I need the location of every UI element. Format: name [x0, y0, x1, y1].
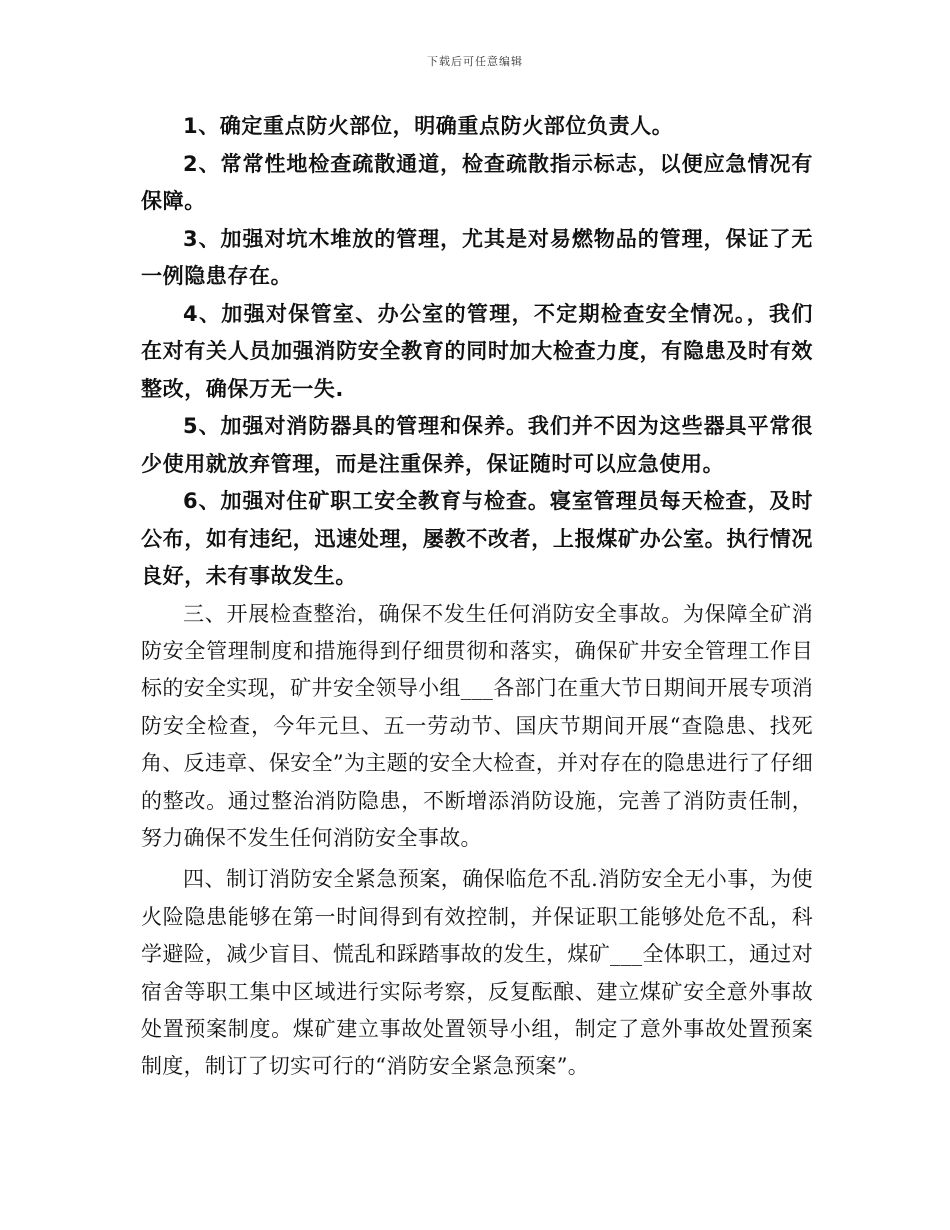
paragraph-item-6: 6、加强对住矿职工安全教育与检查。寝室管理员每天检查，及时公布，如有违纪，迅速处理，屡教不改者，上报煤矿办公室。执行情况良好，未有事故发生。	[141, 489, 813, 588]
paragraph-section-four: 四、制订消防安全紧急预案，确保临危不乱.消防安全无小事，为使火险隐患能够在第一时间得到有效控制，并保证职工能够处危不乱，科学避险，减少盲目、慌乱和踩踏事故的发生，煤矿___全体职工，通过对宿舍等职工集中区域进行实际考察，反复酝酿、建立煤矿安全意外事故处置预案制度。煤矿建立事故处置领导小组，制定了意外事故处置预案制度，制订了切实可行的“消防安全紧急预案”。	[141, 867, 813, 1079]
download-edit-note: 下载后可任意编辑	[427, 55, 523, 68]
paragraph-item-5: 5、加强对消防器具的管理和保养。我们并不因为这些器具平常很少使用就放弃管理，而是注重保养，保证随时可以应急使用。	[141, 414, 813, 476]
paragraph-item-4: 4、加强对保管室、办公室的管理，不定期检查安全情况。，我们在对有关人员加强消防安全教育的同时加大检查力度，有隐患及时有效整改，确保万无一失.	[141, 301, 813, 401]
paragraph-item-1: 1、确定重点防火部位，明确重点防火部位负责人。	[183, 114, 674, 138]
paragraph-section-three: 三、开展检查整治，确保不发生任何消防安全事故。为保障全矿消防安全管理制度和措施得到仔细贯彻和落实，确保矿井安全管理工作目标的安全实现，矿井安全领导小组___各部门在重大节日期间开展专项消防安全检查，今年元旦、五一劳动节、国庆节期间开展“查隐患、找死角、反违章、保安全”为主题的安全大检查，并对存在的隐患进行了仔细的整改。通过整治消防隐患，不断增添消防设施，完善了消防责任制，努力确保不发生任何消防安全事故。	[141, 601, 813, 850]
document-body	[141, 108, 813, 1086]
paragraph-item-3: 3、加强对坑木堆放的管理，尤其是对易燃物品的管理，保证了无一例隐患存在。	[141, 226, 813, 288]
paragraph-item-2: 2、常常性地检查疏散通道，检查疏散指示标志，以便应急情况有保障。	[141, 151, 813, 213]
